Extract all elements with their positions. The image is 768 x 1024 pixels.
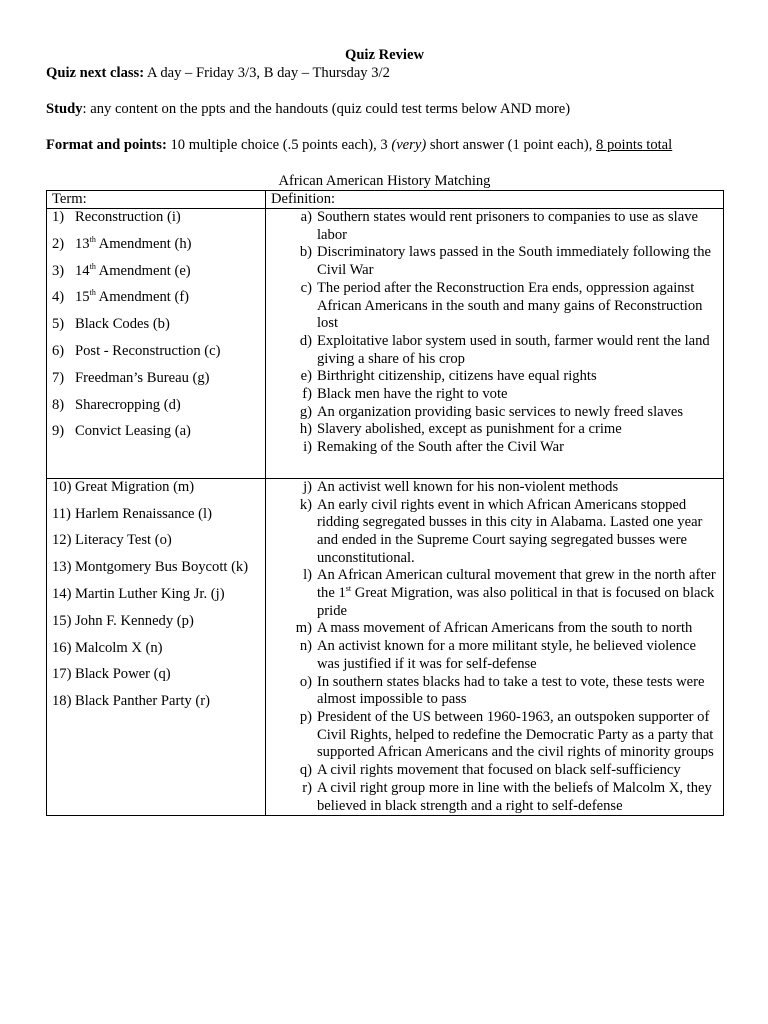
term-number: 8) [52, 396, 65, 413]
definition-letter: l) [303, 567, 312, 584]
term-cell [47, 209, 266, 479]
definition-text [317, 620, 723, 638]
term-item [52, 532, 265, 559]
definition-text-main: An early civil rights event in which African Americans stopped ridding segregated busses in this city in Alabama. Lasted one year and ended in the Supreme Court saying segregated busses were unconstitutional. [317, 496, 703, 566]
definition-item [271, 497, 723, 568]
definition-item [271, 762, 723, 780]
term-text [75, 423, 191, 450]
definition-letter: o) [299, 673, 312, 690]
term-number: 12) [52, 532, 72, 549]
definition-text-main: Remaking of the South after the Civil War [317, 439, 565, 456]
definition-item [271, 421, 723, 439]
definition-item [271, 368, 723, 386]
definition-text-main: An African American cultural movement that grew in the north after the 1 [317, 567, 716, 602]
definition-text [317, 497, 723, 568]
table-caption: African American History Matching [278, 173, 491, 189]
definition-text [317, 244, 723, 279]
term-text [75, 559, 248, 586]
term-text-main: 15 [75, 289, 90, 306]
term-item [52, 316, 265, 343]
definition-letter: n) [299, 638, 312, 655]
definition-text-main: A civil right group more in line with the beliefs of Malcolm X, they believed in black strength and a right to self-defense [317, 779, 712, 814]
term-number: 10) [52, 478, 72, 495]
definition-item [271, 280, 723, 333]
term-text-main: Post - Reconstruction (c) [75, 342, 221, 359]
term-item [52, 236, 265, 263]
term-superscript: th [89, 234, 96, 244]
definition-item [271, 404, 723, 422]
definition-cell [266, 478, 724, 815]
term-text [75, 263, 191, 290]
term-number: 18) [52, 693, 72, 710]
definition-text-main: Birthright citizenship, citizens have equal rights [317, 368, 597, 385]
definition-text-main: Slavery abolished, except as punishment for a crime [317, 421, 622, 438]
term-superscript: th [89, 261, 96, 271]
term-item [52, 613, 265, 640]
definition-item [271, 386, 723, 404]
definition-text-main: An activist well known for his non-violent methods [317, 478, 619, 495]
definition-item [271, 209, 723, 244]
definition-text-main: An organization providing basic services to newly freed slaves [317, 403, 684, 420]
term-number: 2) [52, 235, 65, 252]
definition-letter: f) [302, 386, 312, 403]
definition-item [271, 479, 723, 497]
term-item [52, 263, 265, 290]
term-text-main: Sharecropping (d) [75, 396, 181, 413]
format-italic: (very) [391, 137, 427, 153]
definition-text-main: A civil rights movement that focused on black self-sufficiency [317, 762, 681, 779]
term-cell [47, 478, 266, 815]
quiz-text: A day – Friday 3/3, B day – Thursday 3/2 [144, 65, 390, 81]
term-item [52, 423, 265, 450]
definition-text-main: The period after the Reconstruction Era ends, oppression against African Americans in the south and many gains of Reconstruction lost [317, 279, 703, 332]
table-header-row [47, 191, 724, 209]
term-number: 15) [52, 612, 72, 629]
term-number: 13) [52, 559, 72, 576]
term-text [75, 343, 221, 370]
term-item [52, 289, 265, 316]
definition-text [317, 780, 723, 815]
term-item [52, 586, 265, 613]
definition-text [317, 709, 723, 762]
term-number: 1) [52, 209, 65, 225]
definition-item [271, 244, 723, 279]
definition-superscript: st [345, 584, 352, 594]
term-text [75, 236, 191, 263]
definition-text-main: President of the US between 1960-1963, an outspoken supporter of Civil Rights, helped to redefine the Democratic Party as a party that supported African Americans and the civil rights of minority groups [317, 708, 714, 761]
definition-text-main: Southern states would rent prisoners to companies to use as slave labor [317, 209, 698, 243]
definition-text [317, 567, 723, 620]
column-header-definition: Definition: [266, 191, 724, 209]
definition-text [317, 368, 723, 386]
term-item [52, 506, 265, 533]
term-item [52, 559, 265, 586]
definition-letter: h) [299, 421, 312, 438]
term-text-suffix: Amendment (e) [95, 262, 191, 279]
definition-letter: i) [303, 439, 312, 456]
definition-letter: p) [299, 708, 312, 725]
definition-item [271, 620, 723, 638]
term-text [75, 613, 194, 640]
term-number: 17) [52, 666, 72, 683]
definition-item [271, 674, 723, 709]
term-number: 5) [52, 316, 65, 333]
term-text [75, 532, 172, 559]
definition-text-suffix: Great Migration, was also political in that is focused on black pride [317, 585, 715, 619]
definition-item [271, 638, 723, 673]
term-text-main: Martin Luther King Jr. (j) [75, 586, 225, 603]
term-item [52, 666, 265, 693]
definition-letter: a) [300, 209, 312, 225]
definition-item [271, 567, 723, 620]
page-title: Quiz Review [344, 47, 425, 63]
definition-text [317, 209, 723, 244]
definition-text [317, 386, 723, 404]
definition-letter: c) [300, 279, 312, 296]
term-text [75, 289, 189, 316]
table-row [47, 478, 724, 815]
term-number: 6) [52, 342, 65, 359]
term-text-main: Convict Leasing (a) [75, 423, 191, 440]
term-number: 7) [52, 369, 65, 386]
definition-cell [266, 209, 724, 479]
definition-item [271, 709, 723, 762]
term-text [75, 479, 194, 506]
term-number: 9) [52, 423, 65, 440]
definition-text-main: Discriminatory laws passed in the South immediately following the Civil War [317, 244, 711, 279]
definition-item [271, 439, 723, 457]
term-text-suffix: Amendment (h) [95, 235, 192, 252]
format-total: 8 points total [596, 137, 673, 153]
definition-letter: j) [303, 478, 312, 495]
definition-text [317, 421, 723, 439]
study-line [46, 100, 723, 118]
term-text [75, 693, 210, 720]
term-number: 14) [52, 586, 72, 603]
term-text-main: Black Power (q) [75, 666, 171, 683]
definition-text [317, 762, 723, 780]
term-item [52, 209, 265, 236]
definition-text [317, 479, 723, 497]
term-text-main: Reconstruction (i) [75, 209, 181, 225]
definition-letter: e) [300, 368, 312, 385]
term-superscript: th [89, 288, 96, 298]
term-text-main: Montgomery Bus Boycott (k) [75, 559, 249, 576]
definition-text-main: Black men have the right to vote [317, 386, 508, 403]
term-text-main: Black Codes (b) [75, 316, 170, 333]
term-text-main: John F. Kennedy (p) [75, 612, 194, 629]
definition-item [271, 333, 723, 368]
term-text [75, 370, 210, 397]
column-header-term: Term: [47, 191, 266, 209]
term-text-main: Malcolm X (n) [75, 639, 163, 656]
term-text-main: Great Migration (m) [75, 478, 195, 495]
term-text [75, 666, 171, 693]
term-number: 4) [52, 289, 65, 306]
term-item [52, 343, 265, 370]
term-text-main: Freedman’s Bureau (g) [75, 369, 210, 386]
term-item [52, 397, 265, 424]
term-number: 3) [52, 262, 65, 279]
study-label: Study [46, 101, 83, 117]
term-text-suffix: Amendment (f) [95, 289, 190, 306]
matching-table [46, 190, 724, 816]
term-item [52, 370, 265, 397]
format-label: Format and points: [46, 137, 167, 153]
study-text: : any content on the ppts and the handouts (quiz could test terms below AND more) [82, 101, 571, 117]
term-text-main: 13 [75, 235, 90, 252]
term-text-main: Black Panther Party (r) [75, 693, 210, 710]
term-text [75, 397, 181, 424]
term-text [75, 506, 212, 533]
table-row [47, 209, 724, 479]
definition-letter: m) [295, 620, 312, 637]
term-item [52, 479, 265, 506]
term-number: 11) [52, 505, 71, 522]
definition-text-main: A mass movement of African Americans from the south to north [317, 620, 693, 637]
term-text [75, 316, 170, 343]
term-text-main: Literacy Test (o) [75, 532, 172, 549]
definition-letter: q) [299, 762, 312, 779]
term-text-main: 14 [75, 262, 90, 279]
term-number: 16) [52, 639, 72, 656]
definition-text [317, 439, 723, 457]
definition-text [317, 333, 723, 368]
term-item [52, 693, 265, 720]
definition-letter: b) [299, 244, 312, 261]
term-text [75, 209, 181, 236]
term-text-main: Harlem Renaissance (l) [75, 505, 212, 522]
definition-letter: k) [299, 496, 312, 513]
definition-text-main: An activist known for a more militant style, he believed violence was justified if it was for self-defense [317, 638, 696, 672]
definition-text-main: In southern states blacks had to take a test to vote, these tests were almost impossible to pass [317, 673, 705, 708]
definition-text [317, 404, 723, 422]
term-text [75, 586, 225, 613]
quiz-label: Quiz next class: [46, 65, 145, 81]
format-text-2: short answer (1 point each), [426, 137, 596, 153]
document-page [46, 46, 723, 816]
definition-text [317, 638, 723, 673]
definition-item [271, 780, 723, 815]
quiz-date-line [46, 64, 723, 82]
term-item [52, 640, 265, 667]
format-text-1: 10 multiple choice (.5 points each), 3 [166, 137, 392, 153]
term-text [75, 640, 163, 667]
definition-text [317, 674, 723, 709]
definition-text [317, 280, 723, 333]
definition-text-main: Exploitative labor system used in south, farmer would rent the land giving a share of his crop [317, 332, 710, 367]
definition-letter: d) [299, 332, 312, 349]
definition-letter: g) [299, 403, 312, 420]
format-line [46, 136, 723, 154]
definition-letter: r) [302, 779, 312, 796]
